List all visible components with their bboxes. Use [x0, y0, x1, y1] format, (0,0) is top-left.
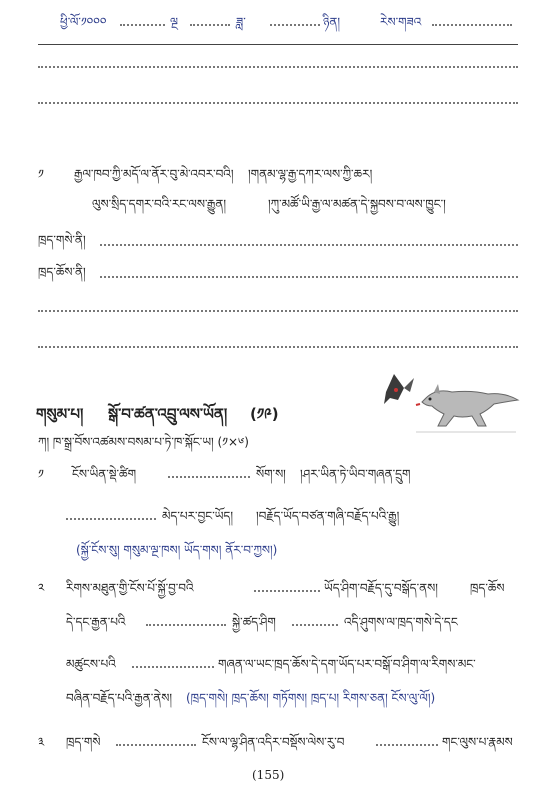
question-number: ༡	[38, 467, 44, 481]
date-label-b: ལྔ	[170, 15, 178, 29]
date-year-label: ཕྱི་ལོ་༡༠༠༠	[60, 15, 107, 29]
question-text: བཞིན་བརྗོད་པའི་རྒྱན་ནེས།	[66, 691, 173, 705]
question-number: ༣	[38, 735, 45, 749]
question-text: ངོས་ཡིན་སྡེ་ཚིག	[72, 467, 137, 481]
question-text: ཁྲད་ཆོས	[470, 581, 505, 595]
answer-label-b: ཁྲད་ཆོས་ནི།	[38, 265, 86, 279]
section-number: གསུམ་པ།	[36, 405, 84, 423]
question-text: ཡོད་ཤིག་བརྗོད་དུ་བསྒོད་ནས།	[324, 581, 438, 595]
blank-line	[376, 744, 438, 746]
verse-line-1b: །གནམ་ལྷ་རྒྱ་དཀར་ལས་ཀྱི་ཆར།	[248, 167, 373, 181]
date-month-label: ཟླ་	[236, 15, 246, 29]
question-text: གཞན་ལ་ཡང་ཁྲད་ཆོས་དེ་དག་ཡོད་པར་བསྒོ་བ་ཤིག་ལ་རིགས་མང་	[218, 657, 476, 671]
blank-line	[432, 24, 512, 26]
blank-line	[254, 590, 320, 592]
header-rule	[38, 44, 518, 45]
verse-line-2b: །ཀུ་མཚོ་ཡི་རྒྱ་ལ་མཚན་དེ་སྐྱབས་བ་ལས་ཁྱུང་།	[268, 197, 446, 211]
page-number: (155)	[252, 768, 285, 782]
fox-chasing-bird-illustration	[376, 370, 521, 440]
writing-line	[38, 346, 518, 348]
question-text: སོག་ས།	[256, 467, 286, 481]
answer-line	[100, 276, 518, 278]
section-score: (༡༩)	[250, 405, 279, 423]
question-text: རིགས་མཐུན་གྱི་ངོས་པོ་སྐྱོ་བྱ་བའི	[66, 581, 194, 595]
blank-line	[66, 518, 156, 520]
question-text: གང་ལུས་པ་རྣམས	[442, 735, 513, 749]
subsection-instruction: ཀ། ཁ་སྒྲ་བོས་འཚམས་བསམ་པ་ཏེ་ཁ་སྐོང་ཡ། (༡×༦)	[38, 435, 249, 449]
question-text: །བརྗོད་ཡོད་བཙན་གཞི་བརྗོད་པའི་རྒྱུ།	[256, 509, 400, 523]
blank-line	[270, 24, 320, 26]
section-title: སྒོ་བ་ཚན་འབྲུ་ལས་ཡོན།	[108, 405, 228, 423]
exercise-number: ༡	[38, 167, 44, 181]
blank-line	[116, 744, 196, 746]
blank-line	[146, 624, 226, 626]
answer-line	[100, 244, 518, 246]
blank-line	[292, 624, 338, 626]
answer-options: (ཁྲད་གསེ། ཁྲད་ཆོས། གཏོགས། ཁྲད་པ། རིགས་ཅན། ངོས་ལུ་ལོ།)	[186, 691, 436, 705]
question-text: ངོས་ལ་ལྷ་ཤིན་འདིར་བསྡོས་ལེས་རུ་བ	[202, 735, 345, 749]
question-text: །ཤར་ཡིན་ཏེ་ཡིབ་གཞན་དྲུག	[300, 467, 411, 481]
blank-line	[120, 24, 165, 26]
date-day-label: ཉིན།	[323, 15, 341, 29]
question-text: མེད་པར་བྱང་ཡོད།	[162, 509, 234, 523]
verse-line-1a: རྒྱལ་ཁབ་ཀྱི་མདོ་ལ་ནོར་བུ་མེ་འབར་བའི།	[74, 167, 234, 181]
question-text: མཚུངས་པའི	[66, 657, 116, 671]
question-text: འདི་ཤུགས་ལ་ཁྲད་གསེ་དེ་དང	[344, 615, 458, 629]
bird-icon	[384, 374, 414, 404]
answer-label-a: ཁྲད་གསེ་ནི།	[38, 233, 86, 247]
verse-line-2a: ལུས་སྲིད་དགར་བའི་རང་ལས་རྒྱུན།	[92, 197, 226, 211]
date-weekday-label: རེས་གཟའ	[380, 15, 422, 29]
answer-options: (སྐྱོ་ངོས་སུ། གསུམ་ལྔ་ཁས། ཡོད་གས། ནོར་བ་ཀྱས།)	[76, 543, 278, 557]
blank-line	[132, 666, 214, 668]
blank-line	[168, 476, 250, 478]
writing-line	[38, 310, 518, 312]
writing-line	[38, 102, 518, 104]
blank-line	[190, 24, 230, 26]
question-number: ༢	[38, 581, 45, 595]
fox-icon	[416, 384, 518, 426]
question-text: སྐྱེ་ཚད་ཤིག	[232, 615, 276, 629]
question-text: དེ་དང་རྒྱན་པའི	[66, 615, 126, 629]
question-text: ཁྲད་གསེ	[66, 735, 101, 749]
writing-line	[38, 66, 518, 68]
